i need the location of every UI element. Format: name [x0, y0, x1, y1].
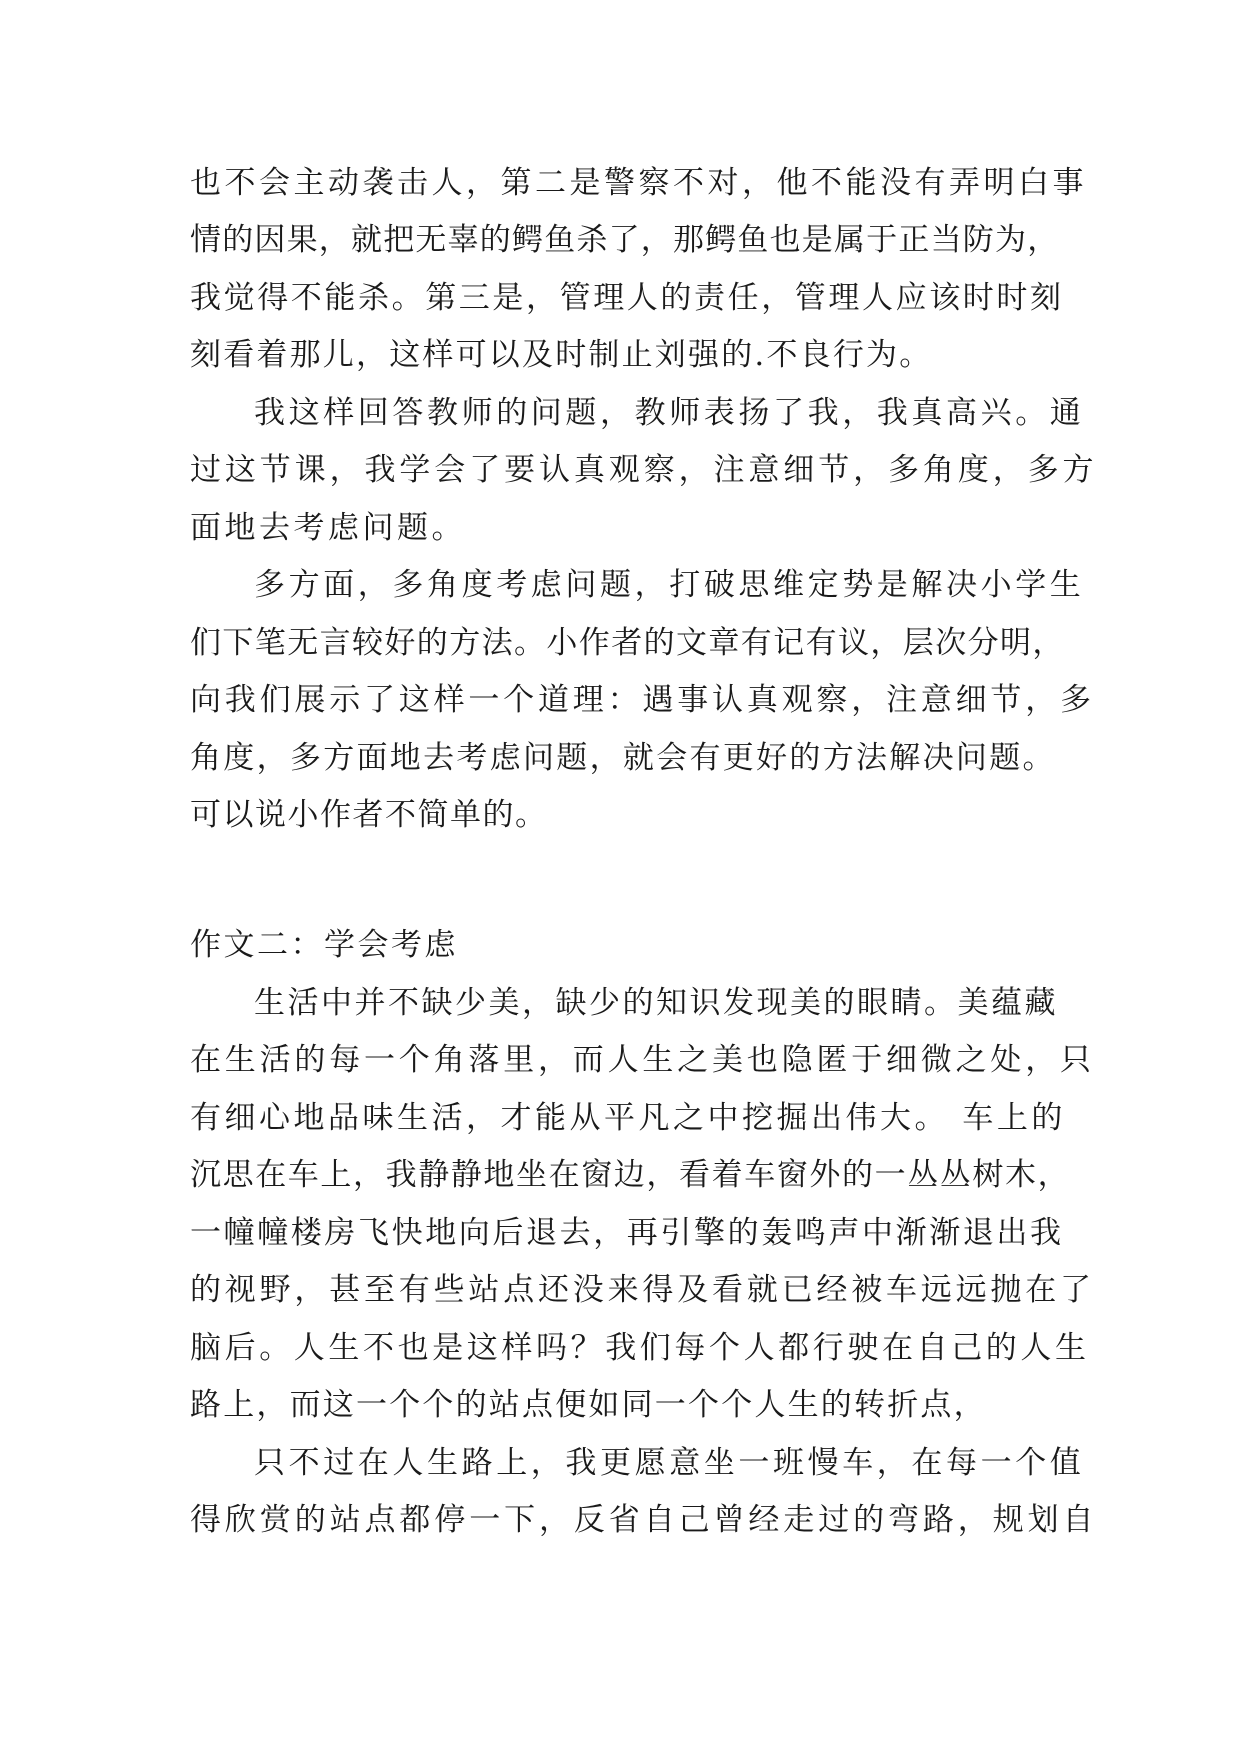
text-line: 角度，多方面地去考虑问题，就会有更好的方法解决问题。 — [190, 740, 1056, 776]
text-line: 路上，而这一个个的站点便如同一个个人生的转折点， — [190, 1387, 987, 1423]
paragraph-start-line: 生活中并不缺少美，缺少的知识发现美的眼睛。美蕴藏 — [254, 985, 1058, 1021]
text-line: 向我们展示了这样一个道理：遇事认真观察，注意细节，多 — [190, 682, 1095, 718]
text-line: 沉思在车上，我静静地坐在窗边，看着车窗外的一丛丛树木， — [190, 1157, 1071, 1193]
text-line: 过这节课，我学会了要认真观察，注意细节，多角度，多方 — [190, 452, 1098, 488]
essay-title: 作文二：学会考虑 — [190, 927, 458, 963]
text-line: 们下笔无言较好的方法。小作者的文章有记有议，层次分明， — [190, 625, 1065, 661]
paragraph-start-line: 只不过在人生路上，我更愿意坐一班慢车，在每一个值 — [254, 1445, 1085, 1481]
text-line: 得欣赏的站点都停一下，反省自己曾经走过的弯路，规划自 — [190, 1502, 1098, 1538]
text-line: 在生活的每一个角落里，而人生之美也隐匿于细微之处，只 — [190, 1042, 1095, 1078]
text-line: 面地去考虑问题。 — [190, 510, 466, 546]
paragraph-start-line: 多方面，多角度考虑问题，打破思维定势是解决小学生 — [254, 567, 1085, 603]
text-line: 一幢幢楼房飞快地向后退去，再引擎的轰鸣声中渐渐退出我 — [190, 1215, 1064, 1251]
text-line: 脑后。人生不也是这样吗？我们每个人都行驶在自己的人生 — [190, 1330, 1090, 1366]
text-line: 的视野，甚至有些站点还没来得及看就已经被车远远抛在了 — [190, 1272, 1095, 1308]
paragraph-start-line: 我这样回答教师的问题，教师表扬了我，我真高兴。通 — [254, 395, 1085, 431]
text-line: 情的因果，就把无辜的鳄鱼杀了，那鳄鱼也是属于正当防为， — [190, 222, 1060, 258]
text-line: 可以说小作者不简单的。 — [190, 797, 548, 833]
text-line: 我觉得不能杀。第三是，管理人的责任，管理人应该时时刻 — [190, 280, 1064, 316]
text-line: 刻看着那儿，这样可以及时制止刘强的.不良行为。 — [190, 337, 933, 373]
text-line: 有细心地品味生活，才能从平凡之中挖掘出伟大。 车上的 — [190, 1100, 1066, 1136]
text-line: 也不会主动袭击人，第二是警察不对，他不能没有弄明白事 — [190, 165, 1087, 201]
